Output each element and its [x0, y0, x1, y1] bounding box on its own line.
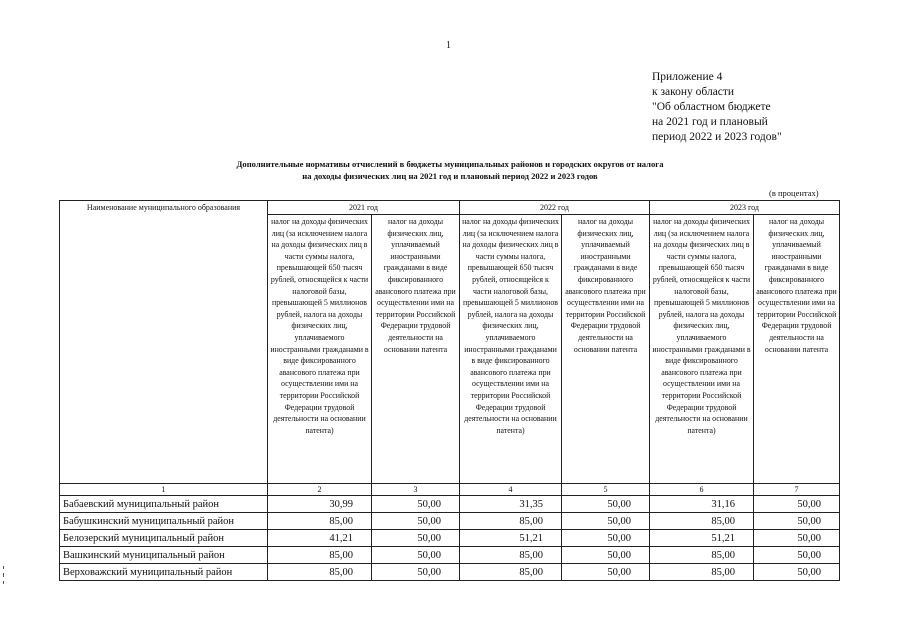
municipality-name: Бабушкинский муниципальный район [60, 513, 268, 530]
year-header-2022: 2022 год [460, 201, 650, 215]
year-header-2021: 2021 год [268, 201, 460, 215]
title-line: на доходы физических лиц на 2021 год и плановый период 2022 и 2023 годов [302, 171, 598, 181]
value-cell: 31,35 [460, 496, 562, 513]
name-column-header: Наименование муниципального образования [60, 201, 268, 484]
column-number: 6 [650, 484, 754, 496]
value-cell: 50,00 [562, 513, 650, 530]
value-cell: 50,00 [372, 547, 460, 564]
normatives-table [59, 200, 840, 581]
value-cell: 51,21 [650, 530, 754, 547]
appendix-line: на 2021 год и плановый [652, 116, 768, 128]
column-number: 5 [562, 484, 650, 496]
value-cell: 50,00 [562, 496, 650, 513]
tax-desc-patent: налог на доходы физических лиц, уплачиваемый иностранными гражданами в виде фиксированного авансового платежа при осуществлении ими на территории Российской Федерации трудовой деятельности на основании патента [562, 215, 650, 484]
title-line: Дополнительные нормативы отчислений в бюджеты муниципальных районов и городских округов от налога [236, 159, 664, 169]
value-cell: 51,21 [460, 530, 562, 547]
table-row [60, 496, 840, 513]
column-number: 4 [460, 484, 562, 496]
value-cell: 85,00 [460, 513, 562, 530]
value-cell: 85,00 [268, 547, 372, 564]
column-number: 2 [268, 484, 372, 496]
municipality-name: Бабаевский муниципальный район [60, 496, 268, 513]
page-number: 1 [446, 40, 451, 51]
value-cell: 50,00 [562, 547, 650, 564]
document-title [150, 158, 750, 182]
value-cell: 41,21 [268, 530, 372, 547]
scan-margin-mark [3, 573, 4, 577]
table-row [60, 564, 840, 581]
municipality-name: Белозерский муниципальный район [60, 530, 268, 547]
tax-desc-general: налог на доходы физических лиц (за исключением налога на доходы физических лиц в части суммы налога, превышающей 650 тысяч рублей, относящейся к части налоговой базы, превышающей 5 миллионов рублей, налога на доходы физических лиц, уплачиваемого иностранными гражданами в виде фиксированного авансового платежа при осуществлении ими на территории Российской Федерации трудовой деятельности на основании патента) [268, 215, 372, 484]
column-number-row [60, 484, 840, 496]
value-cell: 50,00 [372, 496, 460, 513]
column-number: 3 [372, 484, 460, 496]
value-cell: 85,00 [650, 564, 754, 581]
tax-desc-patent: налог на доходы физических лиц, уплачиваемый иностранными гражданами в виде фиксированного авансового платежа при осуществлении ими на территории Российской Федерации трудовой деятельности на основании патента [754, 215, 840, 484]
tax-desc-general: налог на доходы физических лиц (за исключением налога на доходы физических лиц в части суммы налога, превышающей 650 тысяч рублей, относящейся к части налоговой базы, превышающей 5 миллионов рублей, налога на доходы физических лиц, уплачиваемого иностранными гражданами в виде фиксированного авансового платежа при осуществлении ими на территории Российской Федерации трудовой деятельности на основании патента) [650, 215, 754, 484]
column-number: 7 [754, 484, 840, 496]
appendix-line: к закону области [652, 86, 735, 98]
value-cell: 31,16 [650, 496, 754, 513]
value-cell: 85,00 [650, 547, 754, 564]
value-cell: 85,00 [650, 513, 754, 530]
appendix-line: "Об областном бюджете [652, 101, 771, 113]
units-note: (в процентах) [769, 188, 819, 198]
value-cell: 50,00 [562, 564, 650, 581]
table-row [60, 513, 840, 530]
appendix-line: период 2022 и 2023 годов" [652, 131, 782, 143]
value-cell: 85,00 [460, 547, 562, 564]
municipality-name: Верховажский муниципальный район [60, 564, 268, 581]
value-cell: 50,00 [754, 564, 840, 581]
value-cell: 50,00 [754, 547, 840, 564]
value-cell: 30,99 [268, 496, 372, 513]
appendix-reference [652, 70, 782, 145]
value-cell: 50,00 [754, 530, 840, 547]
scan-margin-mark [3, 581, 4, 584]
tax-desc-patent: налог на доходы физических лиц, уплачиваемый иностранными гражданами в виде фиксированного авансового платежа при осуществлении ими на территории Российской Федерации трудовой деятельности на основании патента [372, 215, 460, 484]
year-header-2023: 2023 год [650, 201, 840, 215]
municipality-name: Вашкинский муниципальный район [60, 547, 268, 564]
value-cell: 50,00 [372, 564, 460, 581]
year-header-row [60, 201, 840, 215]
value-cell: 50,00 [372, 530, 460, 547]
scan-margin-mark [3, 566, 4, 569]
value-cell: 50,00 [754, 496, 840, 513]
value-cell: 85,00 [460, 564, 562, 581]
value-cell: 85,00 [268, 513, 372, 530]
value-cell: 50,00 [372, 513, 460, 530]
value-cell: 50,00 [562, 530, 650, 547]
column-number: 1 [60, 484, 268, 496]
tax-desc-general: налог на доходы физических лиц (за исключением налога на доходы физических лиц в части суммы налога, превышающей 650 тысяч рублей, относящейся к части налоговой базы, превышающей 5 миллионов рублей, налога на доходы физических лиц, уплачиваемого иностранными гражданами в виде фиксированного авансового платежа при осуществлении ими на территории Российской Федерации трудовой деятельности на основании патента) [460, 215, 562, 484]
appendix-line: Приложение 4 [652, 71, 723, 83]
table-row [60, 530, 840, 547]
value-cell: 50,00 [754, 513, 840, 530]
value-cell: 85,00 [268, 564, 372, 581]
table-row [60, 547, 840, 564]
